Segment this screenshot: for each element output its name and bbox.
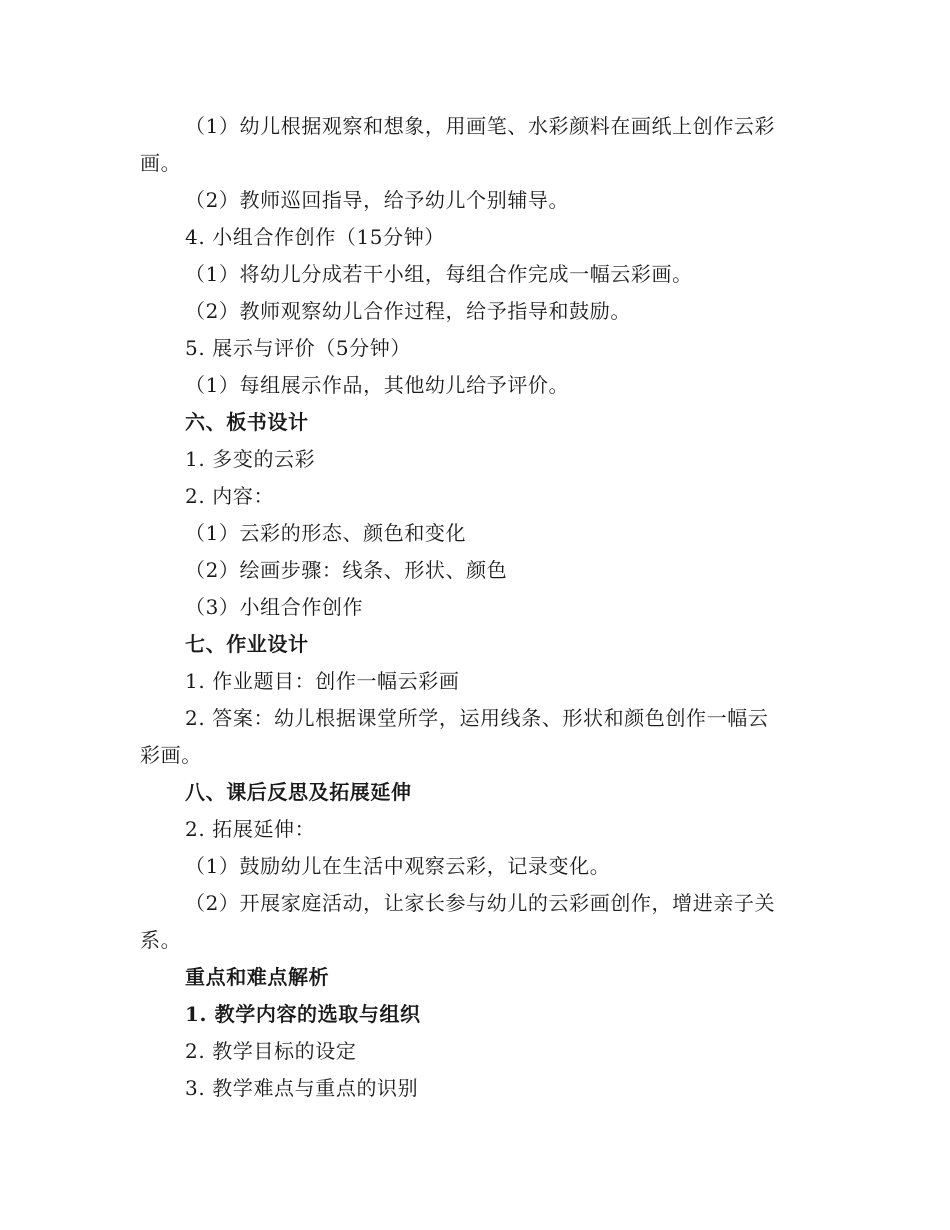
section-heading: 重点和难点解析 — [185, 965, 330, 989]
list-item: 2. 答案：幼儿根据课堂所学，运用线条、形状和颜色创作一幅云 — [185, 706, 769, 730]
paragraph-line: （2）教师观察幼儿合作过程，给予指导和鼓励。 — [185, 299, 631, 323]
section-heading: 八、课后反思及拓展延伸 — [185, 780, 412, 804]
paragraph-line: （2）教师巡回指导，给予幼儿个别辅导。 — [185, 188, 570, 212]
paragraph-line: 画。 — [140, 151, 182, 175]
list-item: 2. 拓展延伸： — [185, 817, 316, 841]
list-item: 3. 教学难点与重点的识别 — [185, 1076, 419, 1100]
list-item: 1. 多变的云彩 — [185, 447, 316, 471]
paragraph-line: （1）将幼儿分成若干小组，每组合作完成一幅云彩画。 — [185, 262, 693, 286]
paragraph-line: （1）幼儿根据观察和想象，用画笔、水彩颜料在画纸上创作云彩 — [185, 114, 776, 138]
paragraph-line: （1）鼓励幼儿在生活中观察云彩，记录变化。 — [185, 854, 611, 878]
list-item: 4. 小组合作创作（15分钟） — [185, 225, 445, 249]
paragraph-line: （3）小组合作创作 — [185, 595, 364, 619]
list-item: 5. 展示与评价（5分钟） — [185, 336, 411, 360]
paragraph-line: 彩画。 — [140, 743, 202, 767]
paragraph-line: （2）绘画步骤：线条、形状、颜色 — [185, 558, 508, 582]
paragraph-line: （1）云彩的形态、颜色和变化 — [185, 521, 467, 545]
paragraph-line: 系。 — [140, 928, 182, 952]
section-heading: 六、板书设计 — [185, 410, 309, 434]
paragraph-line: （1）每组展示作品，其他幼儿给予评价。 — [185, 373, 570, 397]
list-item: 2. 内容： — [185, 484, 275, 508]
paragraph-line: （2）开展家庭活动，让家长参与幼儿的云彩画创作，增进亲子关 — [185, 891, 776, 915]
section-heading: 七、作业设计 — [185, 632, 309, 656]
list-item: 1. 作业题目：创作一幅云彩画 — [185, 669, 460, 693]
list-item: 2. 教学目标的设定 — [185, 1039, 357, 1063]
list-item: 1. 教学内容的选取与组织 — [185, 1002, 421, 1026]
